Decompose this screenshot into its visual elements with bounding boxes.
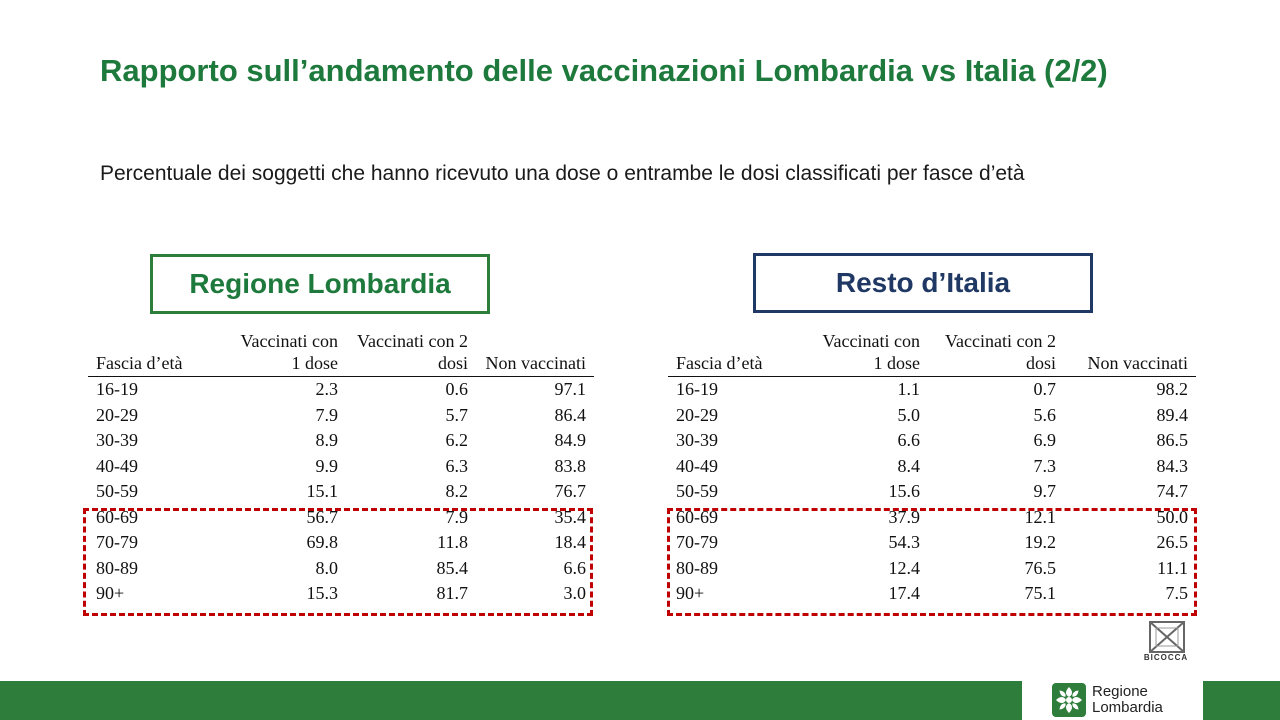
cell-value: 2.3 — [315, 379, 338, 399]
footer-bar-right — [1203, 681, 1280, 720]
header-not-vaccinated: Non vaccinati — [1064, 330, 1196, 377]
header-one-dose: Vaccinati con 1 dose — [812, 330, 928, 377]
cell-value: 56.7 — [306, 506, 338, 527]
cell-age-band: 50-59 — [676, 481, 718, 501]
lombardia-highlight-box — [83, 508, 593, 616]
cell-age-band: 20-29 — [676, 404, 718, 425]
cell-value: 76.7 — [554, 481, 586, 501]
regione-lombardia-logo — [1052, 680, 1192, 720]
cell-value: 54.3 — [888, 532, 920, 552]
cell-value: 26.5 — [1156, 532, 1188, 552]
cell-age-band: 80-89 — [96, 557, 138, 578]
cell-value: 97.1 — [554, 379, 586, 399]
cell-value: 98.2 — [1156, 379, 1188, 399]
italia-highlight-box — [667, 508, 1197, 616]
cell-value: 3.0 — [563, 583, 586, 603]
cell-value: 1.1 — [897, 379, 920, 399]
cell-age-band: 30-39 — [96, 430, 138, 450]
cell-value: 7.3 — [1033, 455, 1056, 476]
university-logo — [1136, 620, 1196, 664]
cell-value: 37.9 — [888, 506, 920, 527]
cell-age-band: 50-59 — [96, 481, 138, 501]
cell-value: 5.7 — [445, 404, 468, 425]
cell-age-band: 60-69 — [676, 506, 718, 527]
cell-value: 12.1 — [1024, 506, 1056, 527]
table-header-row — [88, 330, 594, 377]
cell-value: 18.4 — [554, 532, 586, 552]
cell-age-band: 60-69 — [96, 506, 138, 527]
cell-value: 84.3 — [1156, 455, 1188, 476]
header-two-doses: Vaccinati con 2 dosi — [346, 330, 476, 377]
cell-value: 19.2 — [1024, 532, 1056, 552]
cell-value: 75.1 — [1024, 583, 1056, 603]
cell-age-band: 70-79 — [96, 532, 138, 552]
cell-value: 76.5 — [1024, 557, 1056, 578]
cell-age-band: 16-19 — [96, 379, 138, 399]
cell-value: 11.8 — [437, 532, 468, 552]
slide-title: Rapporto sull’andamento delle vaccinazioni Lombardia vs Italia (2/2) — [100, 53, 1108, 88]
logo-line-1: Regione — [1092, 683, 1148, 700]
table-row — [668, 454, 1196, 480]
footer-bar-left — [0, 681, 1022, 720]
table-row — [668, 428, 1196, 454]
cell-value: 7.9 — [315, 404, 338, 425]
cell-age-band: 90+ — [96, 583, 125, 603]
cell-value: 8.4 — [897, 455, 920, 476]
cell-value: 12.4 — [888, 557, 920, 578]
cell-value: 6.3 — [445, 455, 468, 476]
cell-value: 15.3 — [306, 583, 338, 603]
logo-line-2: Lombardia — [1092, 699, 1163, 716]
cell-value: 9.9 — [315, 455, 338, 476]
table-row — [668, 403, 1196, 429]
regione-lombardia-rose-icon — [1052, 683, 1086, 717]
university-name: BICOCCA — [1143, 653, 1189, 662]
table-header-row — [668, 330, 1196, 377]
cell-age-band: 20-29 — [96, 404, 138, 425]
cell-value: 35.4 — [554, 506, 586, 527]
cell-value: 86.5 — [1156, 430, 1188, 450]
cell-value: 50.0 — [1156, 506, 1188, 527]
cell-value: 7.5 — [1165, 583, 1188, 603]
cell-value: 83.8 — [554, 455, 586, 476]
cell-value: 0.6 — [445, 379, 468, 399]
header-two-doses: Vaccinati con 2 dosi — [928, 330, 1064, 377]
cell-value: 17.4 — [888, 583, 920, 603]
header-not-vaccinated: Non vaccinati — [476, 330, 594, 377]
lombardia-heading-box: Regione Lombardia — [150, 254, 490, 314]
cell-value: 8.2 — [445, 481, 468, 501]
cell-value: 15.6 — [888, 481, 920, 501]
table-row — [668, 479, 1196, 505]
cell-value: 0.7 — [1033, 379, 1056, 399]
italia-heading-box: Resto d’Italia — [753, 253, 1093, 313]
cell-value: 5.6 — [1033, 404, 1056, 425]
cell-value: 7.9 — [445, 506, 468, 527]
cell-value: 89.4 — [1156, 404, 1188, 425]
cell-value: 8.9 — [315, 430, 338, 450]
cell-value: 6.2 — [445, 430, 468, 450]
cell-age-band: 80-89 — [676, 557, 718, 578]
cell-value: 11.1 — [1157, 557, 1188, 578]
table-row — [88, 377, 594, 403]
table-row — [88, 403, 594, 429]
cell-value: 85.4 — [436, 557, 468, 578]
header-age-band: Fascia d’età — [668, 330, 812, 377]
cell-age-band: 70-79 — [676, 532, 718, 552]
cell-value: 5.0 — [897, 404, 920, 425]
cell-value: 6.6 — [897, 430, 920, 450]
header-one-dose: Vaccinati con 1 dose — [222, 330, 346, 377]
cell-age-band: 16-19 — [676, 379, 718, 399]
cell-value: 15.1 — [306, 481, 338, 501]
cell-value: 84.9 — [554, 430, 586, 450]
table-row — [668, 377, 1196, 403]
header-age-band: Fascia d’età — [88, 330, 222, 377]
table-row — [88, 454, 594, 480]
cell-age-band: 40-49 — [96, 455, 138, 476]
cell-value: 6.6 — [563, 557, 586, 578]
cell-value: 74.7 — [1156, 481, 1188, 501]
cell-value: 86.4 — [554, 404, 586, 425]
cell-value: 9.7 — [1033, 481, 1056, 501]
slide-subtitle: Percentuale dei soggetti che hanno ricevuto una dose o entrambe le dosi classificati per fasce d’età — [100, 162, 1025, 185]
cell-age-band: 40-49 — [676, 455, 718, 476]
cell-value: 69.8 — [306, 532, 338, 552]
cell-value: 81.7 — [436, 583, 468, 603]
cell-value: 6.9 — [1033, 430, 1056, 450]
cell-age-band: 30-39 — [676, 430, 718, 450]
cell-age-band: 90+ — [676, 583, 705, 603]
university-emblem-icon — [1136, 620, 1196, 654]
table-row — [88, 479, 594, 505]
cell-value: 8.0 — [315, 557, 338, 578]
table-row — [88, 428, 594, 454]
